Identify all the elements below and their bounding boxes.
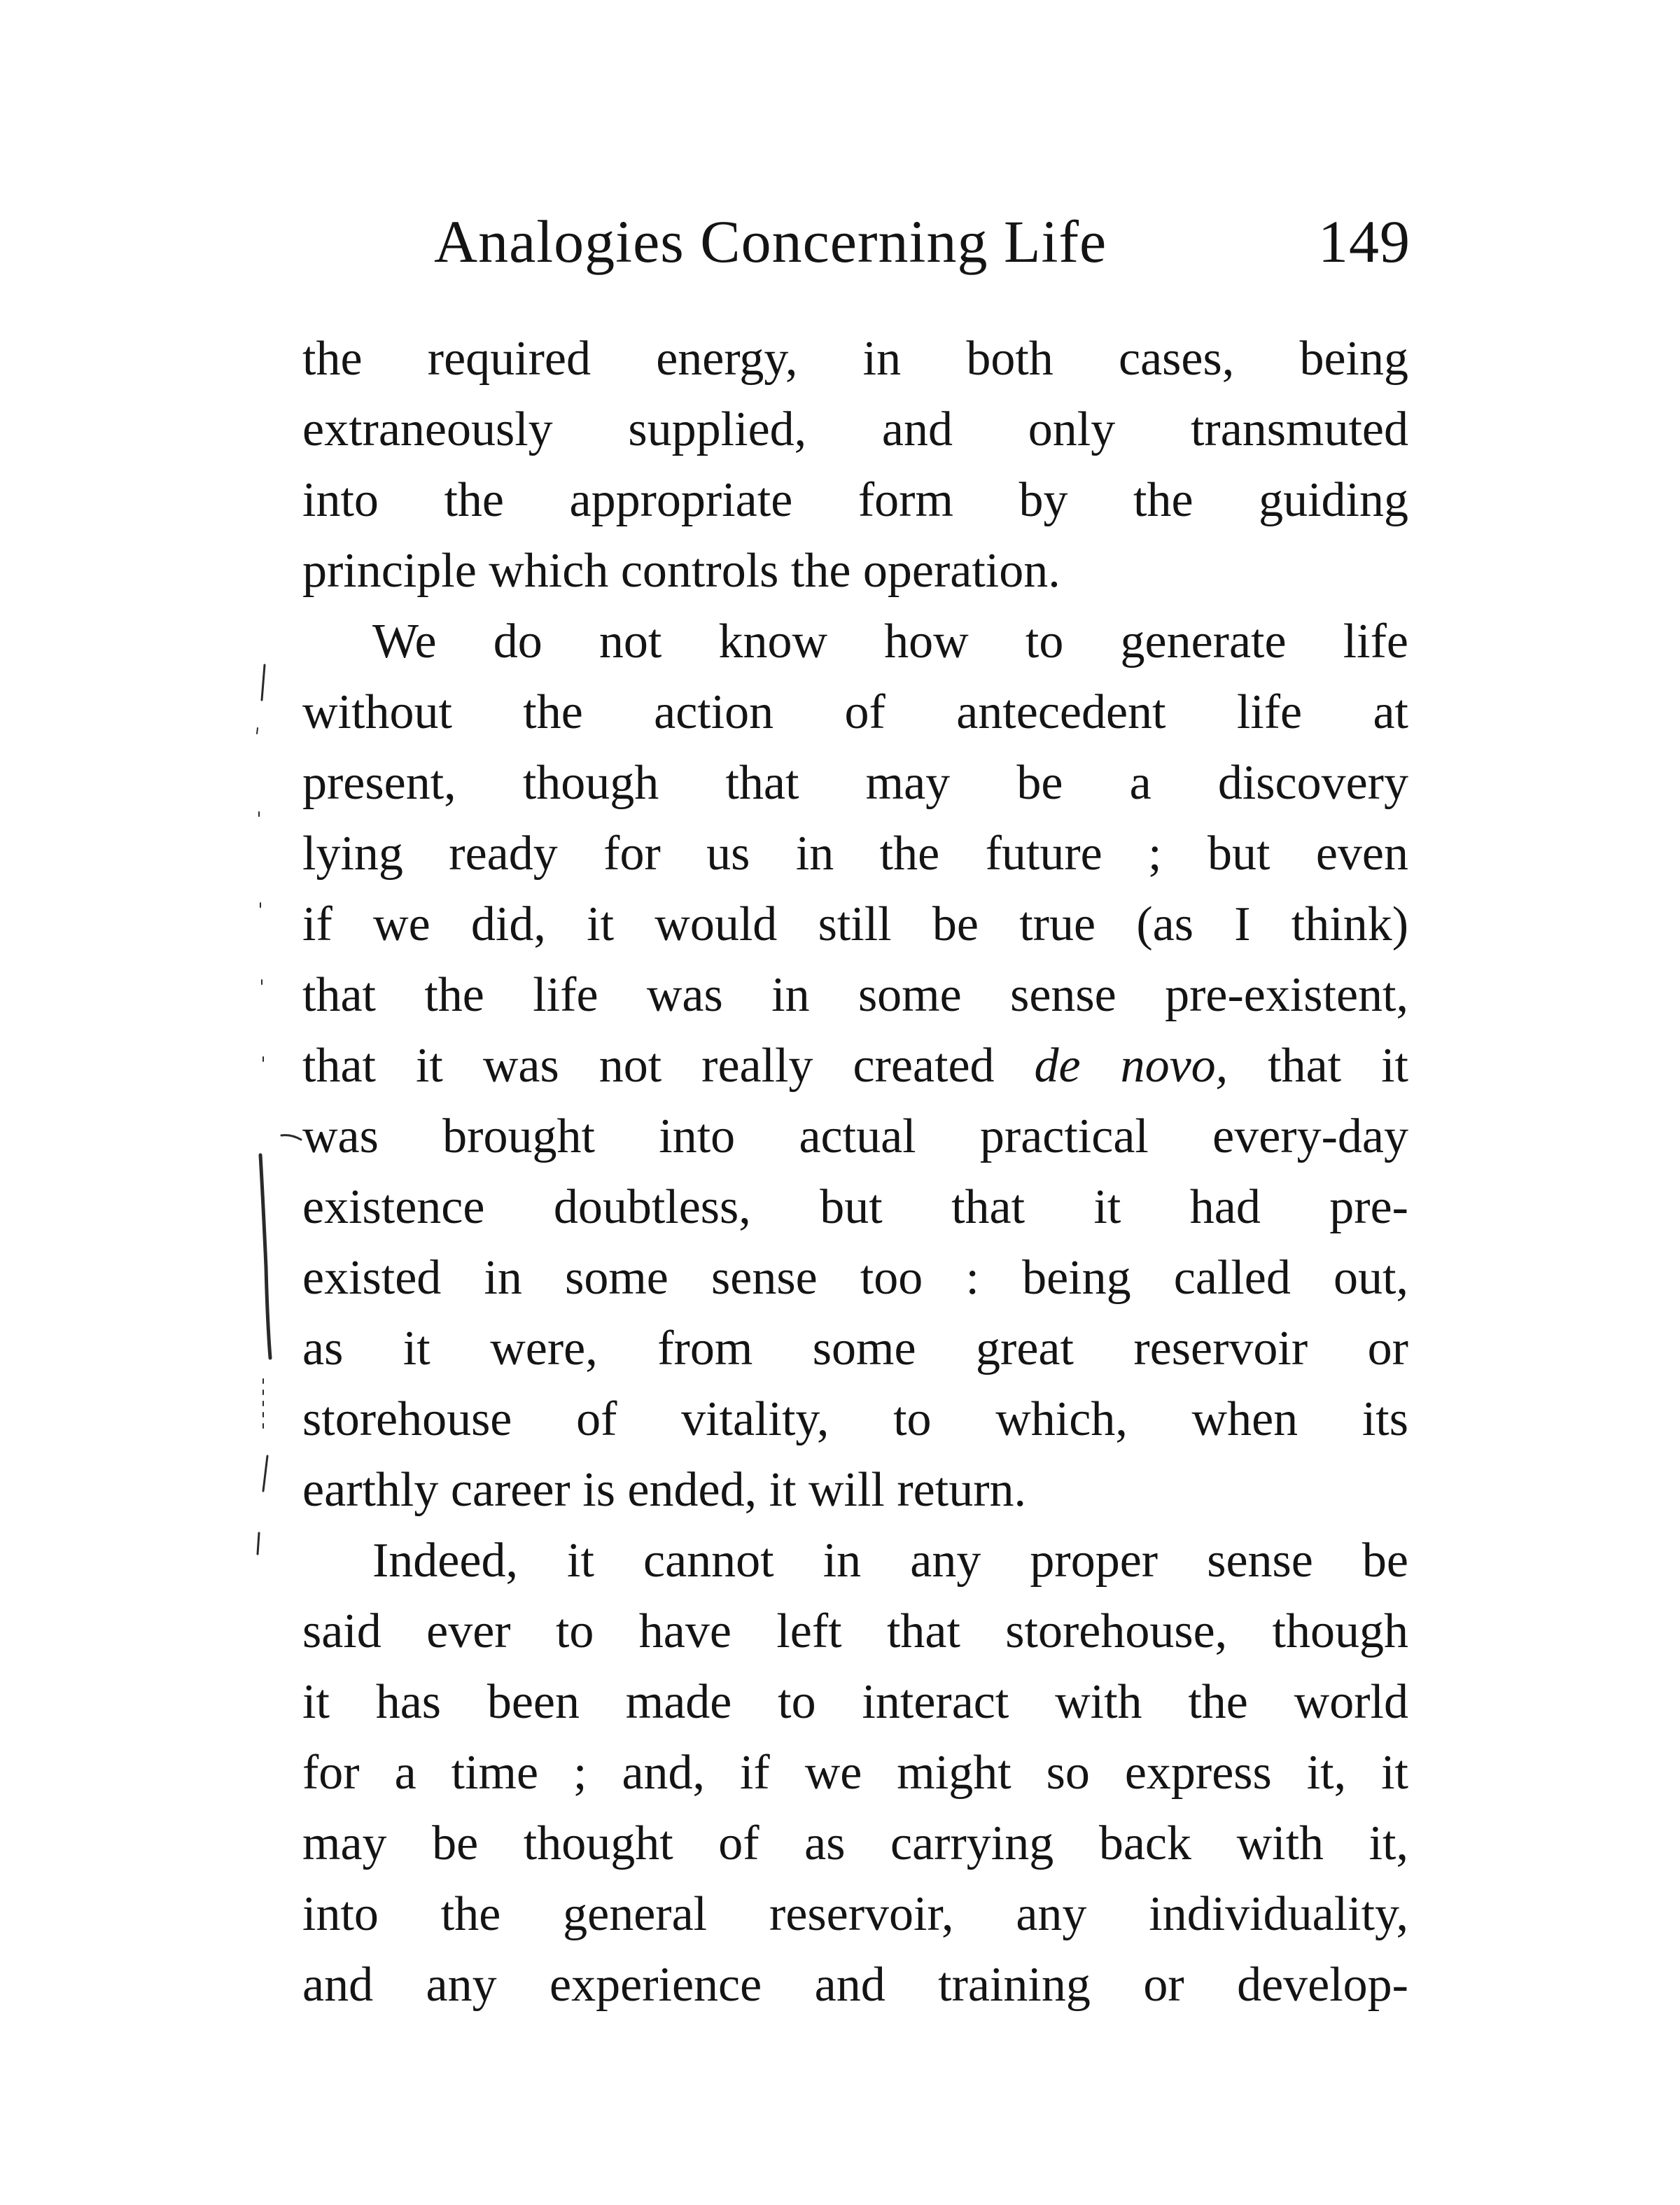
text-line: as it were, from some great reservoir or (302, 1322, 1408, 1376)
italic-phrase: de novo, (1034, 1039, 1228, 1093)
page-number: 149 (1318, 208, 1410, 275)
text-line: for a time ; and, if we might so express it, it (302, 1746, 1408, 1800)
pencil-tick-mark (262, 665, 265, 700)
text-line: and any experience and training or develop- (302, 1958, 1408, 2012)
text-line: said ever to have left that storehouse, though (302, 1604, 1408, 1658)
text-line: present, though that may be a discovery (302, 756, 1408, 810)
pencil-bracket-line (260, 1155, 270, 1358)
text-line: extraneously supplied, and only transmuted (302, 402, 1408, 456)
pencil-tick-mark (258, 1533, 259, 1554)
text-line: principle which controls the operation. (302, 544, 1060, 598)
pencil-dot-mark (257, 728, 258, 734)
text-segment: that it was not really created (302, 1039, 1035, 1093)
running-head-title: Analogies Concerning Life (434, 208, 1107, 275)
text-line: that the life was in some sense pre-existent, (302, 968, 1408, 1022)
text-line: lying ready for us in the future ; but even (302, 827, 1408, 881)
text-line: without the action of antecedent life at (302, 685, 1408, 739)
text-line: may be thought of as carrying back with it, (302, 1816, 1408, 1870)
text-line: if we did, it would still be true (as I think) (302, 897, 1408, 951)
text-line: earthly career is ended, it will return. (302, 1463, 1027, 1517)
body-text (302, 323, 1408, 2020)
text-line: was brought into actual practical every-day (302, 1110, 1408, 1163)
text-line: existed in some sense too : being called out, (302, 1251, 1408, 1305)
text-line: Indeed, it cannot in any proper sense be (372, 1534, 1408, 1588)
pencil-arrow-mark (281, 1135, 301, 1140)
text-line: into the appropriate form by the guiding (302, 473, 1408, 527)
text-line: the required energy, in both cases, being (302, 332, 1408, 386)
text-line: existence doubtless, but that it had pre- (302, 1180, 1408, 1234)
running-head (434, 200, 1410, 284)
text-line: storehouse of vitality, to which, when its (302, 1392, 1408, 1446)
text-line: into the general reservoir, any individuality, (302, 1887, 1408, 1941)
pencil-tick-mark (263, 1456, 267, 1491)
text-segment: that it (1228, 1039, 1409, 1093)
text-line: it has been made to interact with the world (302, 1675, 1408, 1729)
text-line: We do not know how to generate life (372, 615, 1408, 668)
text-line (302, 1030, 1408, 1101)
